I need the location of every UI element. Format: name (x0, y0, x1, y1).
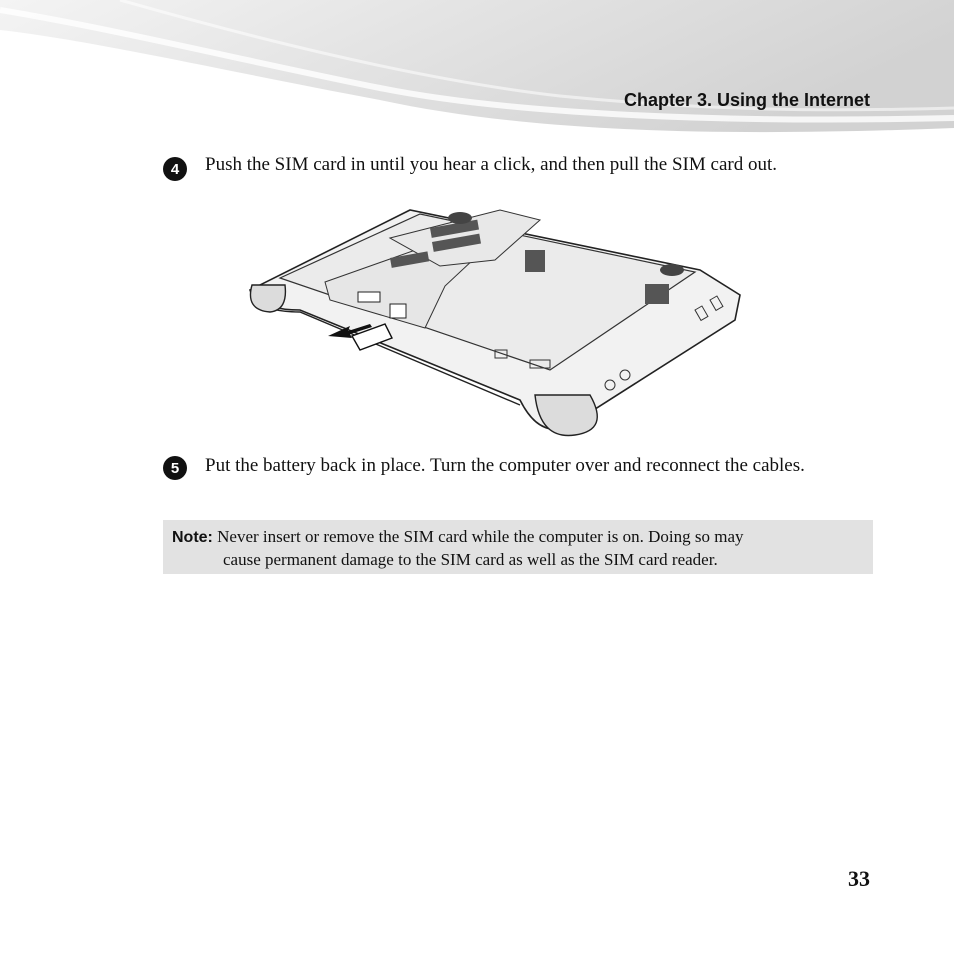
step-4 (163, 154, 873, 176)
chapter-title: Chapter 3. Using the Internet (623, 90, 870, 110)
note-box (163, 520, 873, 574)
note-text-2: cause permanent damage to the SIM card as well as the SIM card reader. (223, 550, 718, 569)
page-number: 33 (848, 866, 870, 891)
laptop-sim-card-illustration (240, 200, 750, 445)
note-line-1 (172, 526, 861, 549)
note-text-1: Never insert or remove the SIM card while the computer is on. Doing so may (217, 527, 744, 546)
step-text: Push the SIM card in until you hear a click, and then pull the SIM card out. (205, 154, 777, 175)
step-number-badge: 4 (163, 157, 187, 181)
step-text: Put the battery back in place. Turn the computer over and reconnect the cables. (205, 455, 805, 476)
header-band (0, 0, 954, 140)
step-number-badge: 5 (163, 456, 187, 480)
step-5 (163, 453, 873, 479)
note-label: Note: (172, 529, 213, 546)
